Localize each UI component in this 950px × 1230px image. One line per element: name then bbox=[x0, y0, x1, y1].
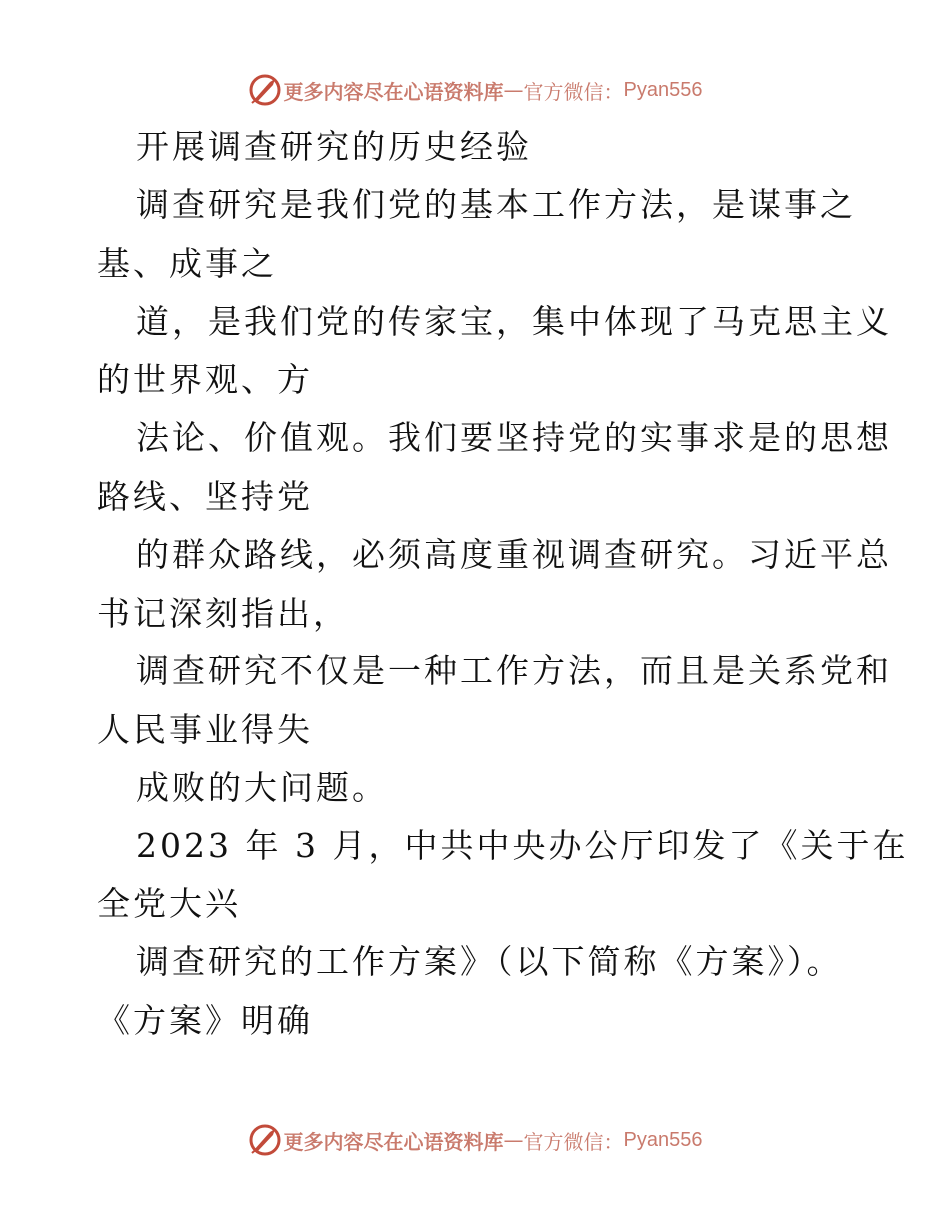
doc-line: 路线、坚持党 bbox=[97, 477, 313, 516]
quill-logo-icon bbox=[248, 1123, 282, 1157]
quill-logo-icon bbox=[248, 73, 282, 107]
doc-line: 法论、价值观。我们要坚持党的实事求是的思想 bbox=[136, 418, 892, 457]
doc-line: 道，是我们党的传家宝，集中体现了马克思主义 bbox=[136, 302, 892, 341]
doc-title: 开展调查研究的历史经验 bbox=[136, 127, 532, 166]
doc-line: 成败的大问题。 bbox=[136, 768, 388, 807]
wechat-label: 官方微信： bbox=[523, 79, 624, 104]
wechat-handle: Pyan556 bbox=[623, 1128, 703, 1151]
doc-line: 调查研究是我们党的基本工作方法，是谋事之 bbox=[136, 185, 856, 224]
watermark-banner-bottom bbox=[0, 1120, 950, 1160]
doc-line: 书记深刻指出， bbox=[97, 594, 349, 633]
doc-line: 《方案》明确 bbox=[97, 1001, 313, 1040]
doc-line: 人民事业得失 bbox=[97, 710, 313, 749]
watermark-separator: — bbox=[503, 1128, 524, 1152]
doc-line: 的世界观、方 bbox=[97, 360, 313, 399]
wechat-handle: Pyan556 bbox=[623, 78, 703, 101]
doc-line: 2023 年 3 月，中共中央办公厅印发了《关于在 bbox=[136, 826, 909, 865]
watermark-text: 更多内容尽在心语资料库 bbox=[283, 79, 504, 104]
watermark-banner-top bbox=[0, 70, 950, 110]
doc-line: 全党大兴 bbox=[97, 884, 241, 923]
watermark-separator: — bbox=[503, 78, 524, 102]
wechat-label: 官方微信： bbox=[523, 1129, 624, 1154]
doc-line: 调查研究的工作方案》（以下简称《方案》）。 bbox=[136, 942, 843, 981]
watermark-text: 更多内容尽在心语资料库 bbox=[283, 1129, 504, 1154]
doc-line: 调查研究不仅是一种工作方法，而且是关系党和 bbox=[136, 651, 892, 690]
doc-line: 基、成事之 bbox=[97, 244, 277, 283]
doc-line: 的群众路线，必须高度重视调查研究。习近平总 bbox=[136, 535, 892, 574]
